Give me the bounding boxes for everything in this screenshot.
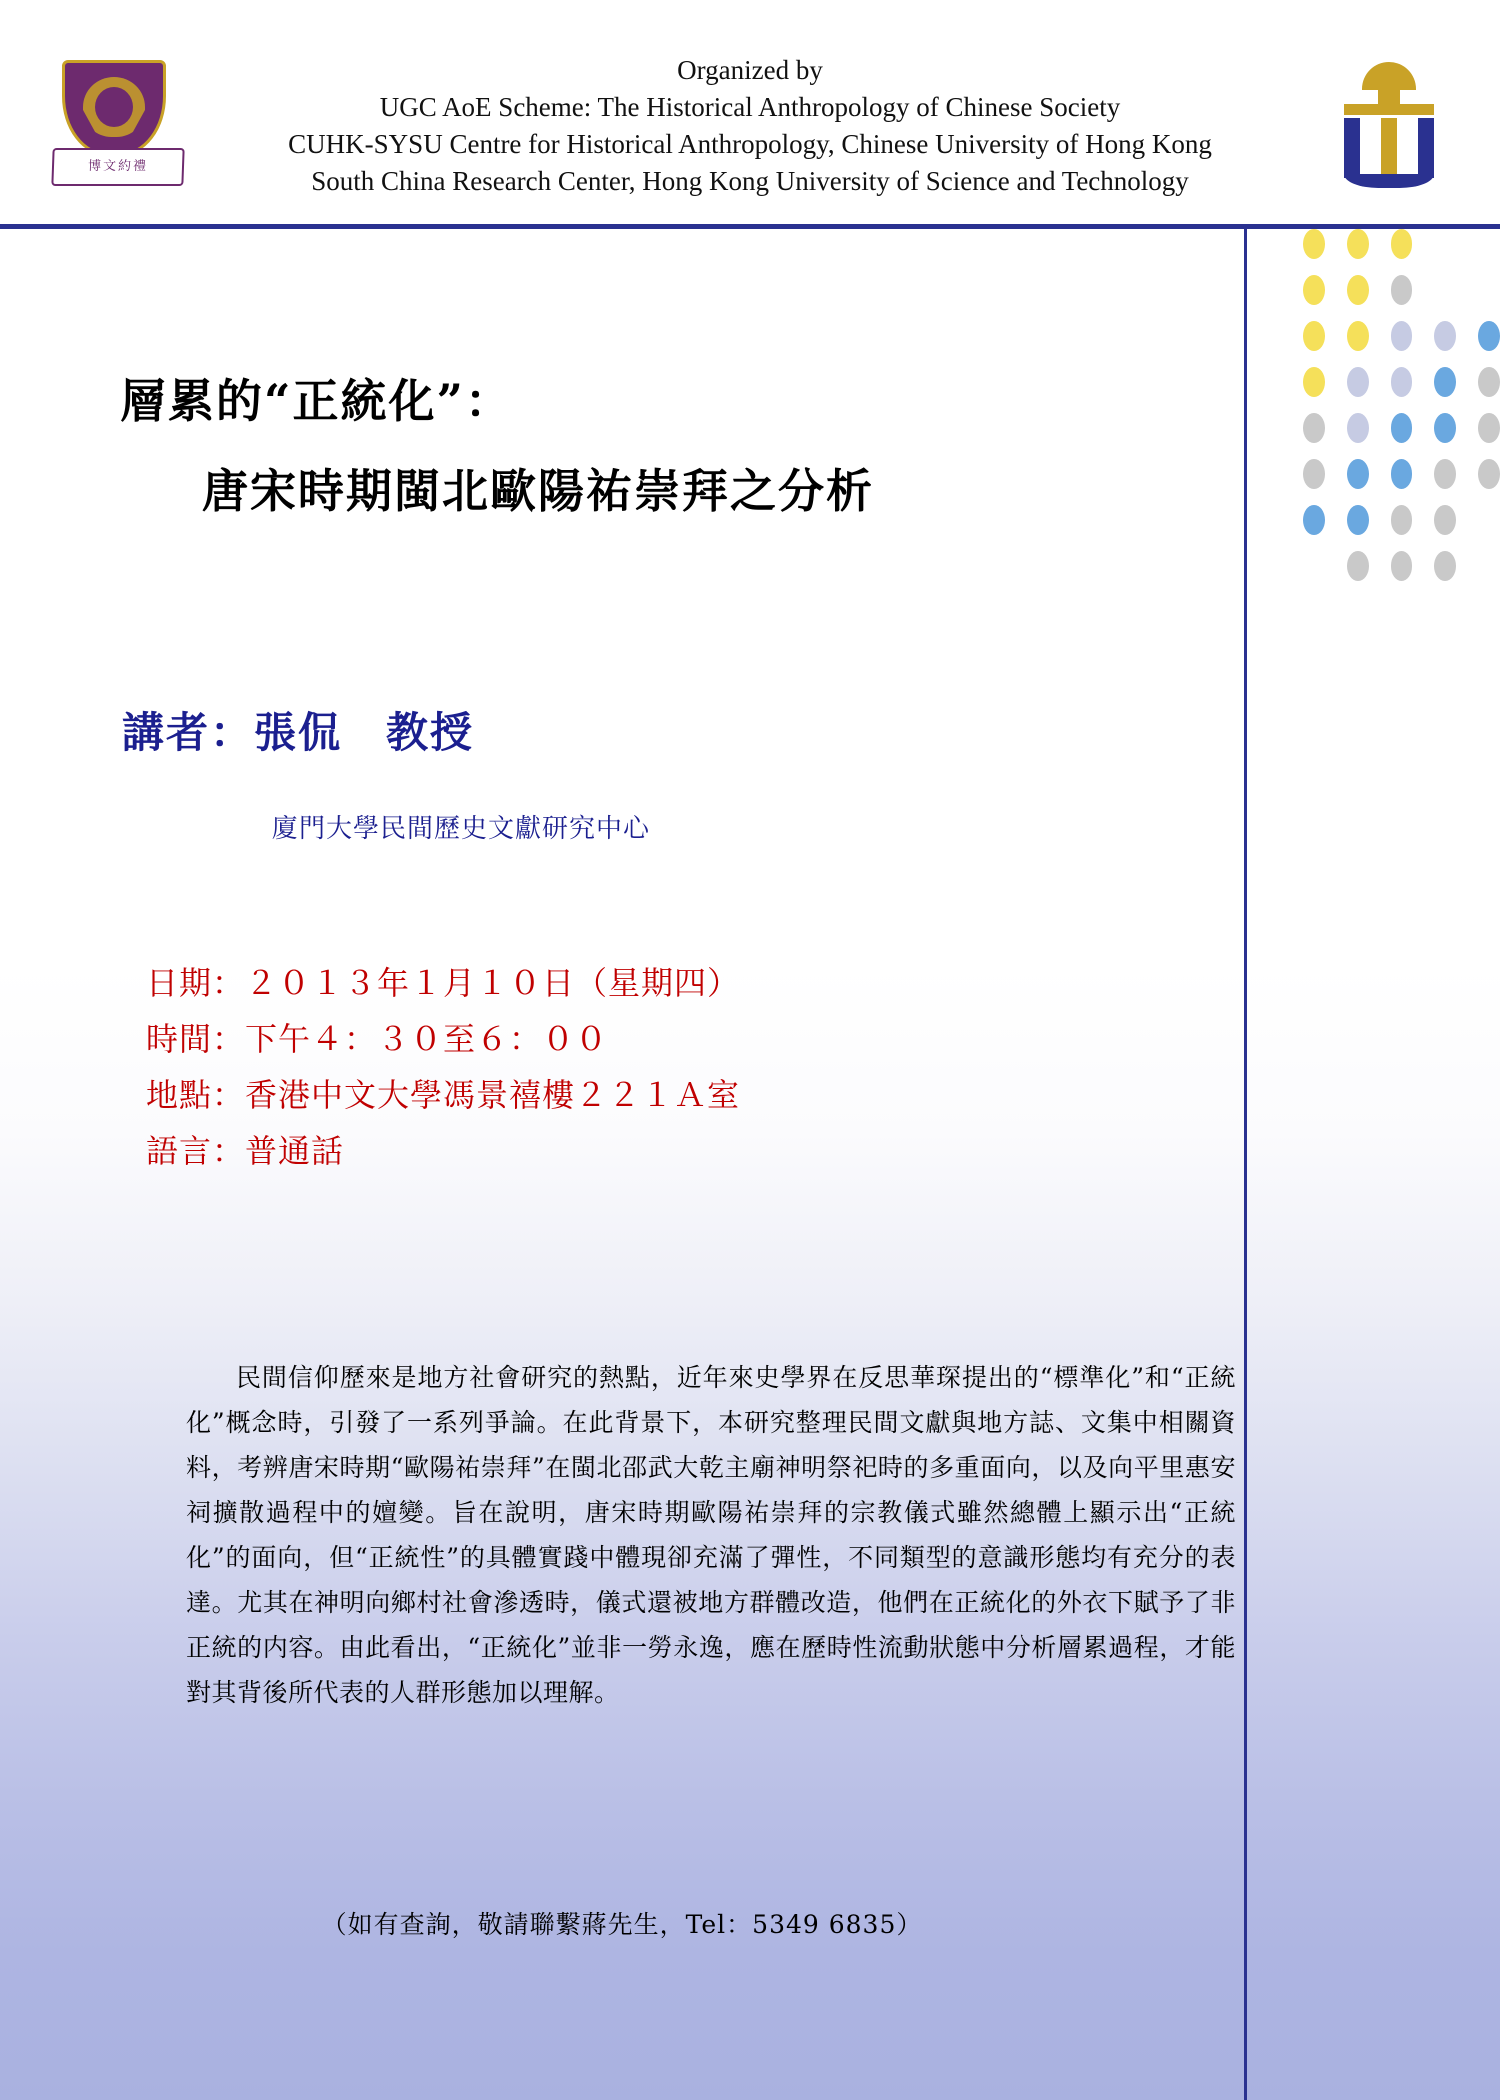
title-line-1: 層累的“正統化”：	[120, 374, 513, 428]
decorative-dot	[1478, 321, 1500, 351]
decorative-dot	[1478, 367, 1500, 397]
hkust-neck-icon	[1378, 90, 1400, 104]
decorative-dot	[1434, 551, 1456, 581]
decorative-dot	[1434, 275, 1456, 305]
decorative-dot	[1303, 505, 1325, 535]
event-details	[146, 955, 740, 1179]
decorative-dot	[1347, 505, 1369, 535]
organizer-block	[0, 52, 1500, 200]
organizer-line-3: South China Research Center, Hong Kong University of Science and Technology	[311, 166, 1189, 196]
decorative-dot	[1347, 321, 1369, 351]
decorative-dot	[1391, 367, 1413, 397]
decorative-dot	[1478, 413, 1500, 443]
hkust-column-center	[1381, 118, 1397, 178]
dot-row	[1303, 367, 1500, 397]
decorative-dot	[1303, 367, 1325, 397]
decorative-dot	[1391, 321, 1413, 351]
decorative-dot	[1434, 459, 1456, 489]
hkust-bar-icon	[1344, 104, 1434, 115]
dot-row	[1303, 505, 1500, 535]
decorative-dot	[1391, 551, 1413, 581]
event-venue: 地點：香港中文大學馮景禧樓２２１Ａ室	[146, 1076, 741, 1114]
decorative-dot	[1303, 229, 1325, 259]
hkust-columns-icon	[1344, 118, 1434, 194]
speaker-name: 講者：張侃 教授	[122, 708, 475, 757]
dot-grid-decoration	[1275, 229, 1500, 649]
decorative-dot	[1478, 551, 1500, 581]
abstract-text: 民間信仰歷來是地方社會研究的熱點，近年來史學界在反思華琛提出的“標準化”和“正統化”概念時，引發了一系列爭論。在此背景下，本研究整理民間文獻與地方誌、文集中相關資料，考辨唐宋時期“歐陽祐崇拜”在閩北邵武大乾主廟神明祭祀時的多重面向，以及向平里惠安祠擴散過程中的嬗變。旨在說明，唐宋時期歐陽祐崇拜的宗教儀式雖然總體上顯示出“正統化”的面向，但“正統性”的具體實踐中體現卻充滿了彈性，不同類型的意識形態均有充分的表達。尤其在神明向鄉村社會滲透時，儀式還被地方群體改造，他們在正統化的外衣下賦予了非正統的内容。由此看出，“正統化”並非一勞永逸，應在歷時性流動狀態中分析層累過程，才能對其背後所代表的人群形態加以理解。	[186, 1363, 1236, 1707]
decorative-dot	[1347, 551, 1369, 581]
hkust-column-right	[1418, 118, 1434, 178]
decorative-dot	[1391, 229, 1413, 259]
speaker-affiliation: 廈門大學民間歷史文獻研究中心	[272, 814, 651, 844]
decorative-dot	[1391, 459, 1413, 489]
dot-row	[1303, 551, 1500, 581]
decorative-dot	[1391, 275, 1413, 305]
decorative-dot	[1478, 275, 1500, 305]
decorative-dot	[1303, 275, 1325, 305]
decorative-dot	[1434, 229, 1456, 259]
decorative-dot	[1391, 505, 1413, 535]
decorative-dot	[1303, 321, 1325, 351]
decorative-dot	[1434, 321, 1456, 351]
hkust-base-icon	[1344, 174, 1434, 188]
decorative-dot	[1391, 413, 1413, 443]
poster-header	[0, 0, 1500, 229]
crest-ribbon-label: 博文約禮	[87, 159, 149, 174]
decorative-dot	[1347, 275, 1369, 305]
decorative-dot	[1303, 413, 1325, 443]
hkust-dome-icon	[1362, 62, 1416, 90]
decorative-dot	[1347, 413, 1369, 443]
title-line-2: 唐宋時期閩北歐陽祐崇拜之分析	[202, 464, 874, 518]
dot-row	[1303, 321, 1500, 351]
dot-row	[1303, 459, 1500, 489]
organizer-line-1: UGC AoE Scheme: The Historical Anthropology of Chinese Society	[379, 92, 1121, 122]
decorative-dot	[1303, 459, 1325, 489]
decorative-dot	[1434, 505, 1456, 535]
decorative-dot	[1434, 367, 1456, 397]
dot-row	[1303, 229, 1500, 259]
decorative-dot	[1347, 229, 1369, 259]
event-time: 時間：下午４：３０至６：００	[146, 1020, 609, 1058]
vertical-divider	[1244, 229, 1247, 2100]
page-title	[120, 370, 1180, 522]
decorative-dot	[1303, 551, 1325, 581]
decorative-dot	[1478, 505, 1500, 535]
decorative-dot	[1478, 459, 1500, 489]
hkust-column-left	[1344, 118, 1360, 178]
decorative-dot	[1347, 367, 1369, 397]
dot-row	[1303, 275, 1500, 305]
decorative-dot	[1478, 229, 1500, 259]
organized-by-label: Organized by	[677, 55, 823, 85]
dot-row	[1303, 413, 1500, 443]
contact-note: （如有查詢，敬請聯繫蔣先生，Tel：5349 6835）	[321, 1910, 923, 1939]
event-date: 日期：２０１３年１月１０日（星期四）	[146, 964, 741, 1002]
organizer-line-2: CUHK-SYSU Centre for Historical Anthropology, Chinese University of Hong Kong	[288, 129, 1212, 159]
hkust-logo	[1328, 62, 1450, 194]
decorative-dot	[1347, 459, 1369, 489]
event-language: 語言：普通話	[146, 1132, 345, 1170]
decorative-dot	[1434, 413, 1456, 443]
